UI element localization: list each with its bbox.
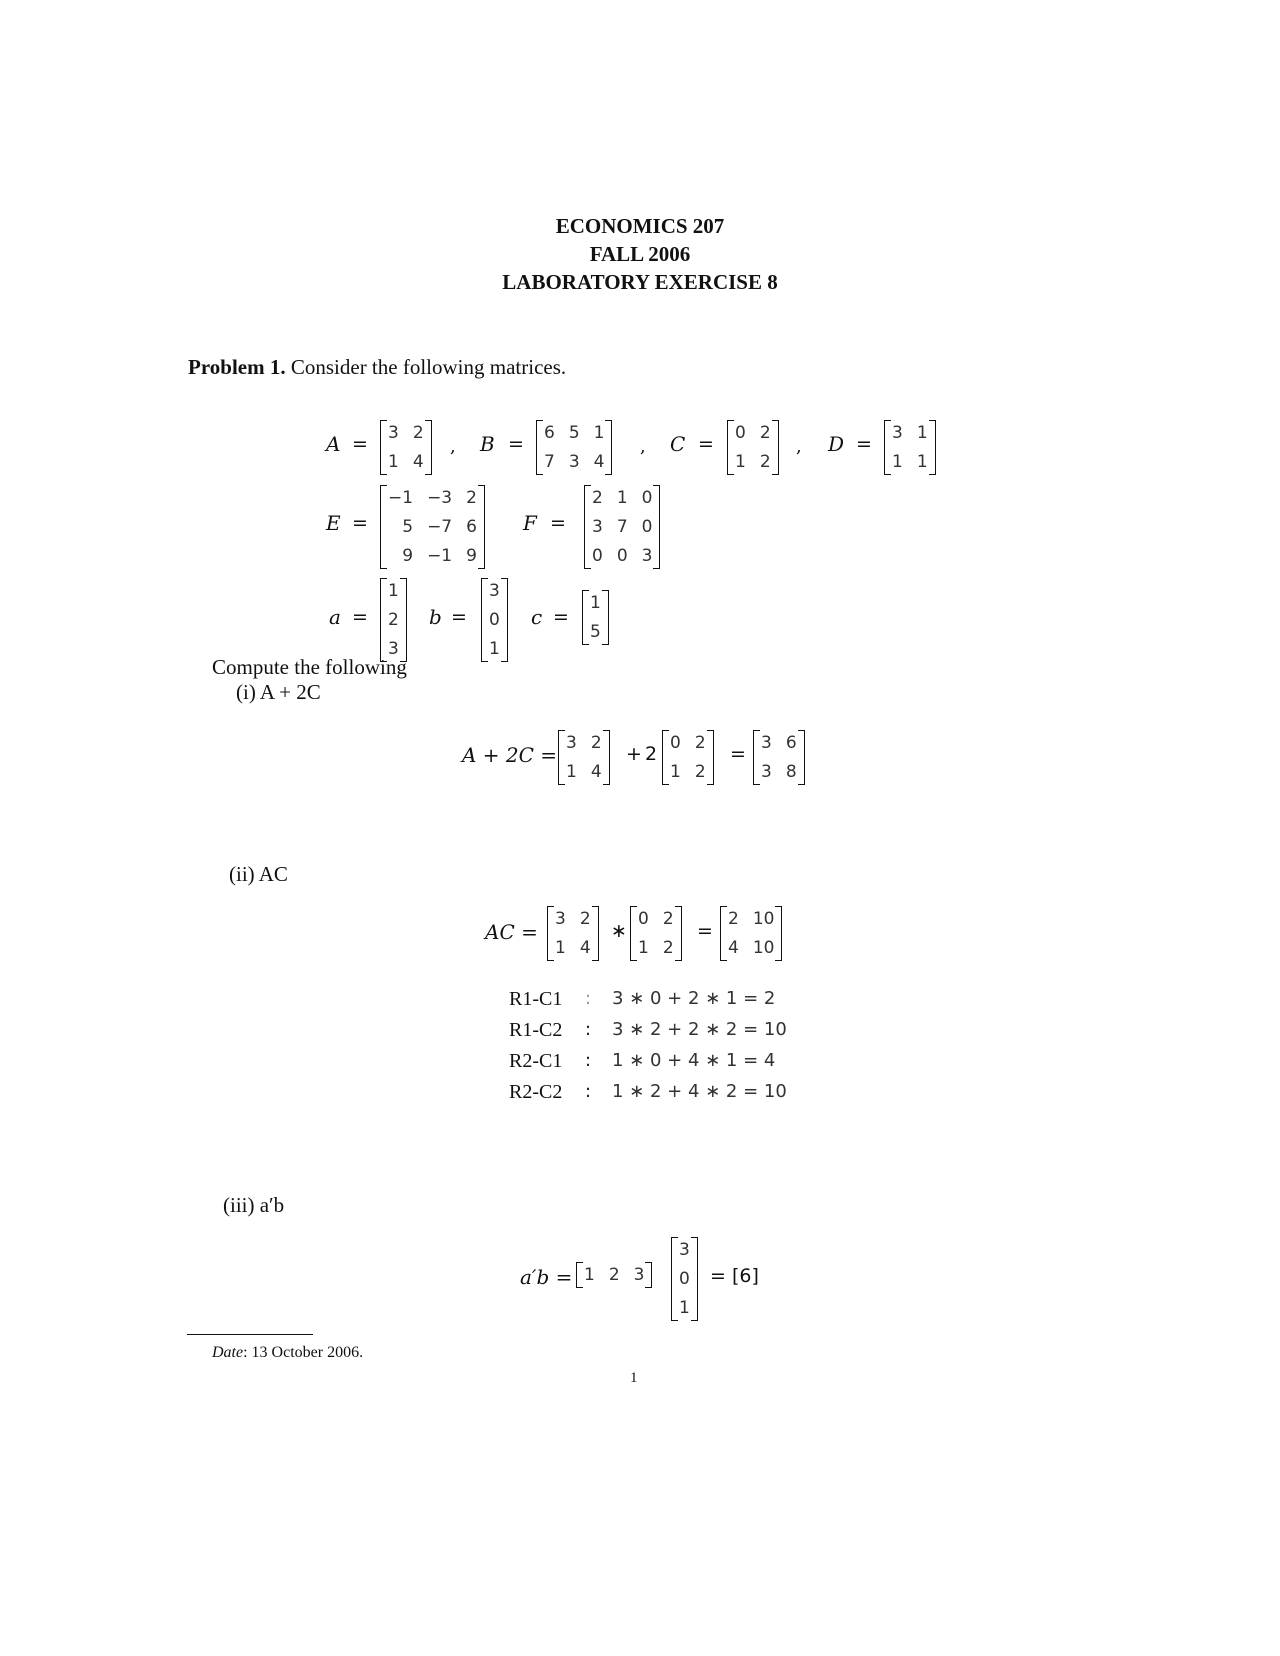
date-value: : 13 October 2006. (243, 1344, 364, 1361)
matrix-cell: 7 (544, 452, 555, 472)
matrix-cell: 5 (402, 517, 414, 537)
matrix-cell: 3 (555, 909, 566, 929)
matrix-cell: 0 (592, 546, 603, 566)
label-b: b (429, 605, 442, 629)
step-expression: 3 ∗ 0 + 2 ∗ 1 = 2 (612, 988, 776, 1009)
matrix-cell: 1 (555, 938, 566, 958)
eq-F: = (550, 512, 566, 534)
eq-c: = (553, 606, 569, 628)
step-name: R1-C2 (509, 1019, 563, 1041)
step-row (509, 1081, 829, 1109)
matrix-cell: 1 (590, 593, 601, 613)
comma-B: , (640, 436, 646, 457)
step-colon: : (585, 1050, 592, 1071)
eq-E: = (352, 512, 368, 534)
matrix-cell: 1 (735, 452, 746, 472)
step-colon: : (585, 988, 592, 1009)
matrix-cell: 4 (728, 938, 739, 958)
part3-label: (iii) a′b (223, 1193, 285, 1217)
matrix-cell: 3 (568, 452, 580, 472)
part3-row-vector (576, 1262, 652, 1288)
matrix-cell: 3 (679, 1240, 690, 1260)
label-F: F (523, 511, 537, 535)
matrix-cell: −7 (427, 517, 453, 537)
matrix-cell: 3 (388, 639, 399, 659)
page-number: 1 (630, 1370, 638, 1386)
part2-times: ∗ (611, 920, 627, 942)
matrix-cell: 0 (735, 423, 746, 443)
step-colon: : (585, 1019, 592, 1040)
matrix-A (380, 420, 432, 475)
part1-eq: = (730, 743, 746, 765)
comma-C: , (796, 436, 802, 457)
matrix-cell: 3 (633, 1265, 645, 1285)
part3-col-vector (671, 1237, 698, 1321)
part3-result: = [6] (710, 1265, 759, 1287)
eq-C: = (698, 433, 714, 455)
matrix-cell: 3 (489, 581, 500, 601)
part2-result (720, 906, 782, 961)
matrix-cell: 3 (592, 517, 603, 537)
matrix-cell: 0 (638, 909, 649, 929)
step-row (509, 1019, 829, 1047)
step-name: R2-C1 (509, 1050, 563, 1072)
matrix-cell: 9 (466, 546, 477, 566)
problem-label: Problem 1. (188, 355, 286, 379)
matrix-cell: 1 (679, 1298, 690, 1318)
matrix-cell: 3 (761, 733, 772, 753)
eq-D: = (856, 433, 872, 455)
step-expression: 1 ∗ 0 + 4 ∗ 1 = 4 (612, 1050, 776, 1071)
part2-matrix-A (547, 906, 599, 961)
part3-lhs: a′b = (520, 1265, 573, 1289)
matrix-cell: 2 (694, 733, 706, 753)
matrix-cell: 3 (388, 423, 399, 443)
vector-c (582, 590, 609, 645)
matrix-cell: 0 (670, 733, 681, 753)
matrix-cell: 0 (641, 517, 653, 537)
label-c: c (531, 605, 543, 629)
label-a: a (329, 605, 341, 629)
compute-heading: Compute the following (212, 655, 407, 679)
part1-lhs: A + 2C = (462, 743, 558, 767)
matrix-cell: 6 (785, 733, 797, 753)
matrix-F (584, 485, 660, 569)
matrix-cell: 10 (752, 938, 775, 958)
eq-B: = (508, 433, 524, 455)
matrix-cell: 1 (916, 423, 928, 443)
matrix-cell: 1 (638, 938, 649, 958)
matrix-cell: 3 (566, 733, 577, 753)
title-term: FALL 2006 (589, 242, 691, 266)
matrix-cell: 8 (785, 762, 797, 782)
problem-intro: Consider the following matrices. (290, 355, 567, 379)
matrix-cell: 9 (402, 546, 414, 566)
matrix-D (884, 420, 936, 475)
matrix-cell: 2 (662, 909, 674, 929)
matrix-cell: 2 (592, 488, 603, 508)
matrix-cell: 2 (388, 610, 399, 630)
part2-eq: = (697, 920, 713, 942)
matrix-cell: 2 (662, 938, 674, 958)
step-expression: 1 ∗ 2 + 4 ∗ 2 = 10 (612, 1081, 787, 1102)
title-course: ECONOMICS 207 (555, 214, 725, 238)
matrix-cell: 2 (759, 452, 771, 472)
matrix-cell: −1 (427, 546, 453, 566)
matrix-cell: 2 (694, 762, 706, 782)
matrix-cell: 3 (641, 546, 653, 566)
label-A: A (326, 432, 341, 456)
matrix-cell: 3 (892, 423, 903, 443)
matrix-cell: 0 (679, 1269, 690, 1289)
matrix-E (380, 485, 485, 569)
matrix-cell: 5 (568, 423, 580, 443)
step-name: R1-C1 (509, 988, 563, 1010)
matrix-cell: 6 (544, 423, 555, 443)
matrix-cell: 0 (641, 488, 653, 508)
step-row (509, 1050, 829, 1078)
matrix-cell: 1 (593, 423, 605, 443)
footnote-rule (187, 1334, 313, 1335)
vector-b (481, 578, 508, 662)
matrix-cell: 2 (759, 423, 771, 443)
step-row (509, 988, 829, 1016)
matrix-cell: −1 (388, 488, 414, 508)
matrix-C (727, 420, 779, 475)
part1-plus: + (626, 743, 642, 765)
step-name: R2-C2 (509, 1081, 563, 1103)
matrix-cell: 2 (412, 423, 424, 443)
matrix-cell: 6 (466, 517, 477, 537)
matrix-cell: 10 (752, 909, 775, 929)
part2-lhs: AC = (485, 920, 538, 944)
matrix-cell: 5 (590, 622, 601, 642)
part1-label: (i) A + 2C (236, 680, 321, 704)
step-expression: 3 ∗ 2 + 2 ∗ 2 = 10 (612, 1019, 787, 1040)
part2-matrix-C (630, 906, 682, 961)
matrix-cell: 1 (388, 452, 399, 472)
eq-A: = (352, 433, 368, 455)
vector-a (380, 578, 407, 662)
label-B: B (480, 432, 495, 456)
matrix-cell: 2 (608, 1265, 620, 1285)
eq-a: = (352, 606, 368, 628)
part1-coef: 2 (645, 743, 658, 765)
date-label: Date (212, 1344, 244, 1361)
matrix-cell: 1 (616, 488, 628, 508)
matrix-cell: −3 (427, 488, 453, 508)
matrix-cell: 1 (670, 762, 681, 782)
comma-A: , (450, 436, 456, 457)
matrix-cell: 3 (761, 762, 772, 782)
label-E: E (326, 511, 341, 535)
matrix-cell: 4 (593, 452, 605, 472)
title-exercise: LABORATORY EXERCISE 8 (502, 270, 778, 294)
matrix-cell: 2 (590, 733, 602, 753)
part2-label: (ii) AC (229, 862, 288, 886)
part1-matrix-C (662, 730, 714, 785)
matrix-cell: 7 (616, 517, 628, 537)
matrix-cell: 1 (916, 452, 928, 472)
matrix-cell: 2 (579, 909, 591, 929)
eq-b: = (451, 606, 467, 628)
matrix-cell: 2 (728, 909, 739, 929)
matrix-cell: 0 (489, 610, 500, 630)
label-C: C (670, 432, 686, 456)
problem-statement (188, 355, 566, 380)
matrix-cell: 1 (489, 639, 500, 659)
label-D: D (828, 432, 845, 456)
matrix-cell: 1 (566, 762, 577, 782)
footnote-date (212, 1344, 363, 1362)
matrix-cell: 4 (579, 938, 591, 958)
part1-result (753, 730, 805, 785)
matrix-B (536, 420, 612, 475)
part1-matrix-A (558, 730, 610, 785)
matrix-cell: 1 (892, 452, 903, 472)
matrix-cell: 4 (590, 762, 602, 782)
matrix-cell: 0 (616, 546, 628, 566)
matrix-cell: 2 (466, 488, 477, 508)
matrix-cell: 1 (388, 581, 399, 601)
matrix-cell: 4 (412, 452, 424, 472)
step-colon: : (585, 1081, 592, 1102)
matrix-cell: 1 (584, 1265, 595, 1285)
